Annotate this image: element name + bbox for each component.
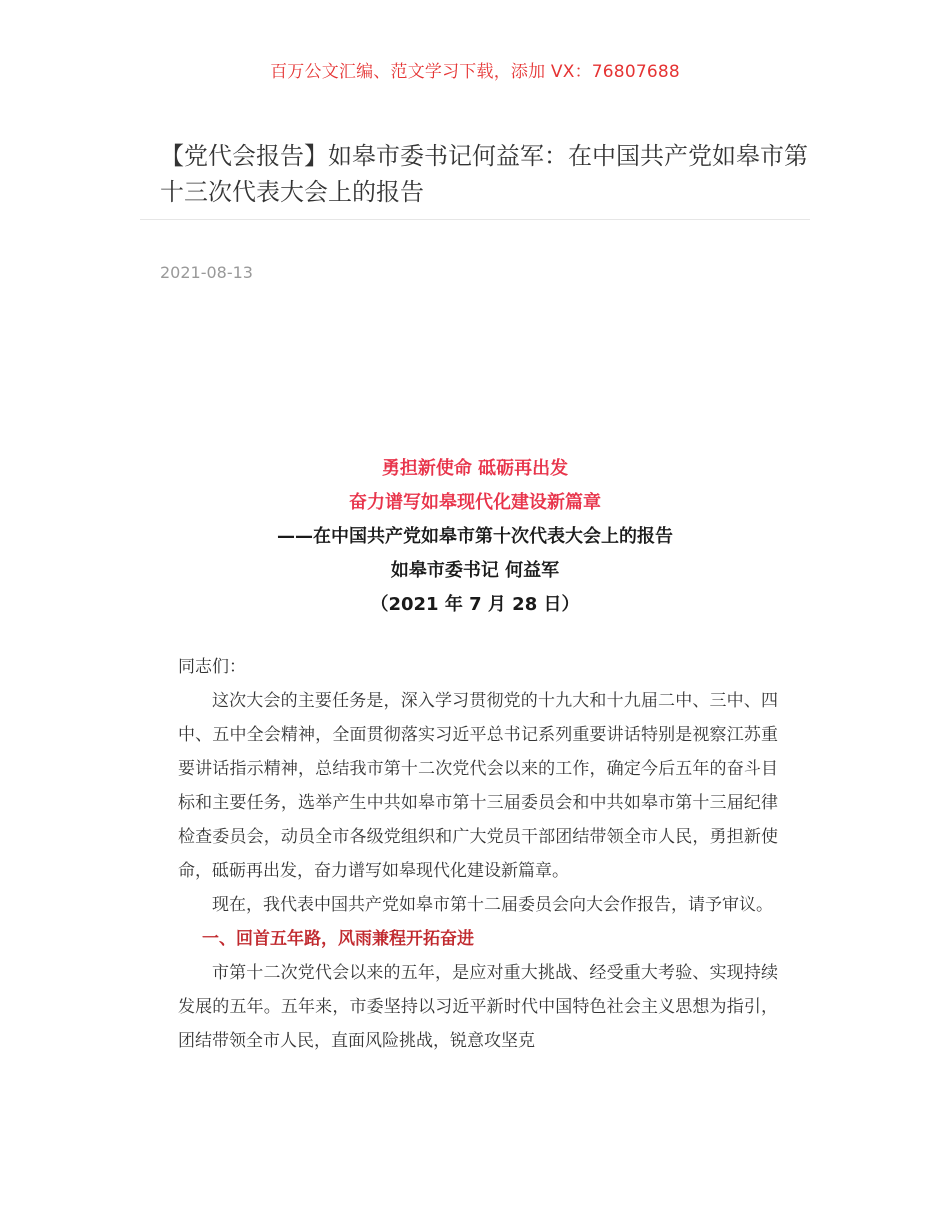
paragraph: 现在，我代表中国共产党如皋市第十二届委员会向大会作报告，请予审议。 <box>212 895 773 915</box>
section-heading: 一、回首五年路，风雨兼程开拓奋进 <box>202 929 474 949</box>
report-heading <box>0 452 950 622</box>
heading-author: 如皋市委书记 何益军 <box>390 560 560 581</box>
paragraph: 市第十二次党代会以来的五年，是应对重大挑战、经受重大考验、实现持续发展的五年。五年来，市委坚持以习近平新时代中国特色社会主义思想为指引，团结带领全市人民，直面风险挑战，锐意攻坚克 <box>178 963 778 1051</box>
heading-line-1: 勇担新使命 砥砺再出发 <box>381 458 569 479</box>
paragraph: 这次大会的主要任务是，深入学习贯彻党的十九大和十九届二中、三中、四中、五中全会精神，全面贯彻落实习近平总书记系列重要讲话特别是视察江苏重要讲话指示精神，总结我市第十二次党代会以来的工作，确定今后五年的奋斗目标和主要任务，选举产生中共如皋市第十三届委员会和中共如皋市第十三届纪律检查委员会，动员全市各级党组织和广大党员干部团结带领全市人民，勇担新使命，砥砺再出发，奋力谱写如皋现代化建设新篇章。 <box>178 691 778 881</box>
report-body <box>178 650 778 1058</box>
heading-line-2: 奋力谱写如皋现代化建设新篇章 <box>349 492 601 513</box>
title-divider <box>140 219 810 220</box>
heading-date: （2021 年 7 月 28 日） <box>370 594 580 615</box>
heading-subtitle: ——在中国共产党如皋市第十次代表大会上的报告 <box>277 526 673 547</box>
promo-banner: 百万公文汇编、范文学习下载，添加 VX：76807688 <box>270 62 680 82</box>
publish-date: 2021-08-13 <box>160 263 253 282</box>
salutation: 同志们： <box>178 657 246 677</box>
article-title: 【党代会报告】如皋市委书记何益军：在中国共产党如皋市第十三次代表大会上的报告 <box>160 142 808 206</box>
